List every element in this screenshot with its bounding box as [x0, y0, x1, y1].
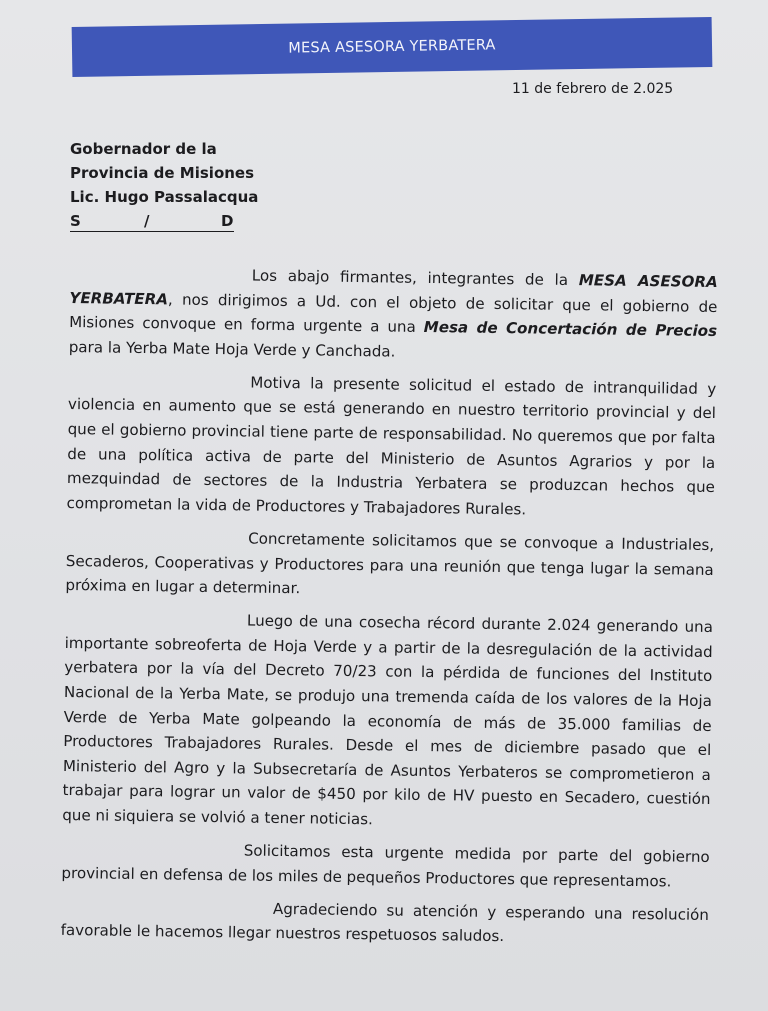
mesa-concertacion-emphasis: Mesa de Concertación de Precios	[423, 318, 718, 341]
header-banner	[72, 17, 713, 77]
sd-s: S	[70, 212, 81, 230]
sd-line	[70, 209, 234, 232]
mesa-asesora-emphasis: MESA ASESORA YERBATERA	[69, 271, 718, 308]
addressee-line-1: Gobernador de la	[70, 140, 217, 158]
paragraph-5: Solicitamos esta urgente medida por parte del gobierno provincial en defensa de los miles de pequeños Productores que representamos.	[61, 841, 710, 891]
header-title: MESA ASESORA YERBATERA	[288, 37, 496, 57]
addressee-line-2: Provincia de Misiones	[70, 164, 255, 182]
addressee-line-3: Lic. Hugo Passalacqua	[70, 188, 259, 206]
paragraph-4: Luego de una cosecha récord durante 2.024 generando una importante sobreoferta de Hoja Verde y a partir de la desregulación de la actividad yerbatera por la vía del Decreto 70/23 con la pérdida de funciones del Instituto Nacional de la Yerba Mate, se produjo una tremenda caída de los valores de la Hoja Verde de Yerba Mate golpeando la economía de más de 35.000 familias de Productores Trabajadores Rurales. Desde el mes de diciembre pasado que el Ministerio del Agro y la Subsecretaría de Asuntos Yerbateros se comprometieron a trabajar para lograr un valor de $450 por kilo de HV puesto en Secadero, cuestión que ni siquiera se volvió a tener noticias.	[62, 611, 714, 829]
sd-slash: /	[144, 212, 150, 230]
letter-date: 11 de febrero de 2.025	[512, 81, 674, 97]
letter-body	[60, 261, 718, 960]
paragraph-2: Motiva la presente solicitud el estado de intranquilidad y violencia en aumento que se está generando en nuestro territorio provincial y del que el gobierno provincial tiene parte de responsabilidad. No queremos que por falta de una política activa de parte del Ministerio de Asuntos Agrarios y por la mezquindad de sectores de la Industria Yerbatera se produzcan hechos que comprometan la vida de Productores y Trabajadores Rurales.	[66, 373, 717, 519]
sd-d: D	[221, 212, 234, 230]
paragraph-1: Los abajo firmantes, integrantes de la MESA ASESORA YERBATERA, nos dirigimos a Ud. con el objeto de solicitar que el gobierno de Misiones convoque en forma urgente a una Mesa de Concertación de Precios para la Yerba Mate Hoja Verde y Canchada.	[68, 266, 718, 361]
paragraph-6: Agradeciendo su atención y esperando una resolución favorable le hacemos llegar nuestros respetuosos saludos.	[60, 899, 710, 946]
addressee-block	[70, 137, 258, 232]
paragraph-3: Concretamente solicitamos que se convoque a Industriales, Secaderos, Cooperativas y Productores para una reunión que tenga lugar la semana próxima en lugar a determinar.	[65, 529, 715, 598]
